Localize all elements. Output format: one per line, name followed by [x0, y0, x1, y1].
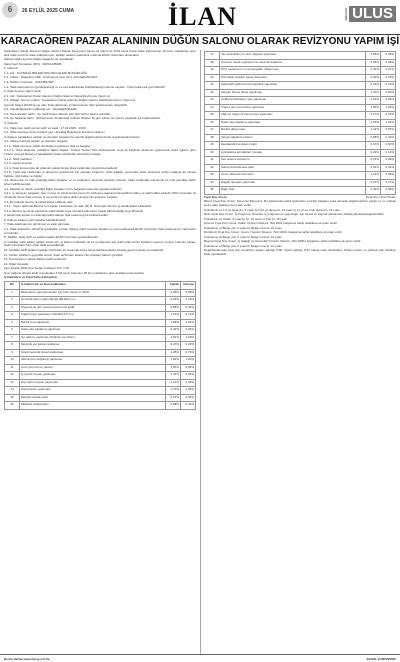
table-cell: 0,95%: [181, 364, 196, 372]
logo-side-text: ANKARA: [344, 7, 349, 21]
paragraph: 13. Diğer hususlar:: [4, 261, 30, 266]
table-row: [5, 289, 196, 297]
table-cell: Betonarme yapı elemanları için hazır beton C 30/37: [20, 289, 166, 297]
table-cell: 7: [5, 334, 20, 342]
paragraph: 11. Verilen tekliflerin geçerlilik süresi, ihale tarihinden itibaren 90 (doksan) takvim günüdür.: [4, 252, 124, 257]
table-cell: 0,27%: [381, 67, 396, 75]
table-cell: 26: [205, 119, 220, 127]
paragraph: 3- İhalenin: [4, 120, 19, 125]
column-divider: [200, 50, 201, 654]
table-cell: 29: [205, 142, 220, 150]
table-cell: 0,95%: [166, 289, 181, 297]
table-cell: 10: [5, 357, 20, 365]
paragraph: Puanlama: a) Belge yok: 0 puan b) Belge mevcut: 10 puan.: [204, 225, 283, 230]
table-cell: Bordür döşenmesi: [220, 127, 366, 135]
table-row: [205, 127, 396, 135]
table-cell: 1,42%: [366, 127, 381, 135]
price-factor-label: Fiyat Dışı Unsur: [204, 194, 227, 199]
paragraph: 1- İdarenin: [4, 66, 19, 71]
paragraph: Karacaören Pazar Alanının Düğün Salonu Olarak Revizyonu Yapım işi yapım işi 4734 sayılı Kamu İhale Kanununun 19 uncu maddesine göre açık ihale usulü ile ihale edilecek olup, teklifler sadece elektronik ortamda EKAP üzerinden alınacaktır.: [4, 50, 196, 57]
paragraph: 5. Ekonomik açıdan en avantajlı teklif sadece fiyat esasına göre belirlenecektir.: [4, 213, 109, 218]
paragraph: Puanlama: a) 1-5 yıl deneyim: 5 puan b) 6-10 yıl deneyim: 10 puan c) 11 yıl ve üzeri deneyim: 15 puan.: [204, 207, 341, 212]
table-cell: Aydınlatma armatürleri montajı: [220, 149, 366, 157]
table-cell: 0,93%: [381, 97, 396, 105]
paragraph: 4.1.1- Teklif vermeye yetkili olunduğunu gösteren bilgi ve belgeler;: [4, 143, 92, 148]
table-cell: 1,47%: [166, 372, 181, 380]
paragraph: Ayrıntılı bilgiye EKAP'ta yer alan ihale dokümanı içinde bulunan idari şartnameden ulaşılabilir.: [4, 102, 128, 107]
table-cell: 18: [205, 59, 220, 67]
table-cell: Cam yünü ile ısı yalıtımı: [20, 364, 166, 372]
table-cell: 23: [205, 97, 220, 105]
table-cell: 1,12%: [366, 172, 381, 180]
paragraph: 4- İhaleye katılabilme şartları ve istenilen belgeler ile yeterlik değerlendirmesinde uygulanacak kriterler:: [4, 134, 141, 139]
table-cell: Nervürlü beton çelik çubuğu Ø8-Ø12 mm: [20, 297, 166, 305]
paragraph: İhale Kayıt Numarası (İKN) : 2025/1486096: [4, 61, 62, 66]
table-row: [205, 67, 396, 75]
paragraph: 4.4.2- Benzer işe denk sayılacak mühendislik veya mimarlık bölümleri: İnşaat Mühendisliği veya Mimarlık: [4, 208, 144, 213]
table-cell: 0,22%: [366, 149, 381, 157]
paragraph: 4.1.4- İhale konusu işte alt yüklenici çalıştırılması idare tarafından öngörülmemektedir.: [4, 165, 119, 170]
table-row: [5, 357, 196, 365]
table-row: [205, 59, 396, 67]
table-cell: 0,87%: [381, 127, 396, 135]
table-cell: 0,10%: [381, 112, 396, 120]
table-row: [5, 297, 196, 305]
table-row: [205, 134, 396, 142]
table-cell: Çimento esaslı yapıştırıcı ile seramik kaplama: [220, 59, 366, 67]
table-cell: 0,69%: [381, 172, 396, 180]
left-paragraphs: [4, 50, 196, 276]
table-cell: 27: [205, 127, 220, 135]
table-cell: Alçıpan bölme duvar yapılması: [220, 89, 366, 97]
paragraph: 4.4- Bu ihalede benzer iş olarak kabul edilecek işler:: [4, 199, 74, 204]
table-cell: İş kalemi adı ve kısa açıklaması: [20, 282, 166, 290]
table-cell: 34: [205, 179, 220, 187]
paragraph: İkinci Fiyat Dışı Unsur: İş Programı. Önerilen iş programının uygunluğu, işin süresi ve kaynak planlaması dikkate alınarak değerlendirilir.: [204, 212, 385, 217]
paragraph: 2.2- Niteliği, türü ve miktarı : Karacaören Pazar Alanının Düğün Salonu Olarak Revizyonu Yapım işi: [4, 98, 136, 103]
table-row: [5, 304, 196, 312]
page-header: [0, 0, 400, 35]
table-cell: 11: [5, 364, 20, 372]
table-cell: 30: [205, 149, 220, 157]
table-row: [205, 74, 396, 82]
table-row: [205, 97, 396, 105]
table-row: [205, 52, 396, 60]
table-cell: Granit seramik duvar kaplaması: [20, 349, 166, 357]
paragraph: Birinci Fiyat Dışı Unsur: Personel Deneyimi. Bu kapsamda istekli tarafından sunulan belgeler esas alınarak değerlendirme yapılır ve en yüksek puanı alan istekliye tam puan verilir.: [204, 199, 396, 207]
table-row: [205, 104, 396, 112]
announcement-title: KARACAÖREN PAZAR ALANININ DÜĞÜN SALONU OLARAK REVİZYONU YAPIM İŞİ: [0, 36, 400, 47]
table-row: [5, 394, 196, 402]
table-row: [205, 172, 396, 180]
table-header-row: [5, 282, 196, 290]
table-cell: 0,79%: [181, 349, 196, 357]
paragraph: Puanlama: a) Belge yok: 0 puan b) Belge mevcut: 10 puan.: [204, 243, 283, 248]
table-cell: 22: [205, 89, 220, 97]
table-row: [5, 379, 196, 387]
table-cell: 0,46%: [366, 187, 381, 195]
table-cell: 1,47%: [366, 89, 381, 97]
right-sections: [204, 200, 396, 257]
table-cell: 0,27%: [366, 179, 381, 187]
paragraph: Değerlendirmede fiyat dışı unsurların toplam ağırlığı %30, fiyatın ağırlığı %70 olarak esas alınacaktır. Toplam puanı en yüksek olan istekliye ihale yapılacaktır.: [204, 248, 396, 257]
table-cell: 1,18%: [181, 334, 196, 342]
table-cell: Ses sistemi kurulumu: [220, 157, 366, 165]
table-cell: 0,29%: [166, 297, 181, 305]
table-row: [5, 372, 196, 380]
table-cell: 0,64%: [366, 59, 381, 67]
table-row: [5, 364, 196, 372]
table-cell: Yağmur oluğu ve iniş borusu yapılması: [220, 112, 366, 120]
table-cell: 16: [5, 402, 20, 410]
table-row: [5, 349, 196, 357]
paragraph: 7. İhale dokümanının görülmesi ve satın alınması:: [4, 222, 71, 227]
table-cell: 0,24%: [366, 82, 381, 90]
table-cell: 0,44%: [366, 67, 381, 75]
items-table-heading: İş Kalemleri ve Fiyat Farkı Katsayıları: [4, 275, 57, 280]
paragraph: Sınır değerin altında teklif verenlerden 4734 sayılı Kanunun 38 inci maddesine göre açıklama istenecektir.: [4, 270, 145, 275]
table-cell: 0,68%: [366, 134, 381, 142]
table-cell: 0,09%: [381, 157, 396, 165]
paragraph: 3.1- İhale (son teklif verme) tarih ve saati : 17.10.2025 - 10:00: [4, 125, 86, 130]
table-cell: 1,92%: [166, 334, 181, 342]
table-cell: 33: [205, 172, 220, 180]
table-row: [5, 334, 196, 342]
footer-right: BASIN: ILN02295832: [366, 657, 396, 661]
table-cell: 0,36%: [381, 52, 396, 60]
table-cell: 0,28%: [381, 187, 396, 195]
table-cell: 6: [5, 327, 20, 335]
paragraph: 4.3.1- İş deneyim belgeleri: Son on beş yıl içinde bedel içeren bir sözleşme kapsamında taahhüt edilen ve teklif edilen bedelin %50 oranından az olmamak üzere ihale konusu iş veya benzer işlere ilişkin deneyimini gösteren belgeler.: [4, 191, 196, 200]
table-cell: 0,71%: [181, 312, 196, 320]
table-cell: Yer seramikleri ve derz dolgusu yapılması: [220, 52, 366, 60]
table-cell: 0,29%: [366, 74, 381, 82]
table-cell: 19: [205, 67, 220, 75]
paragraph: 2.4- Süresi/teslim tarihi : Yer tesliminden itibaren 210 (İkiYüzOn) takvim günüdür.: [4, 111, 111, 116]
table-cell: 1,32%: [381, 119, 396, 127]
table-cell: Engelli rampası yapılması: [220, 179, 366, 187]
paragraph: 1.4- İhale dokümanının görülebileceği ve e-imza kullanılarak indirilebileceği internet sayfası : https://ekap.kik.gov.tr/EKAP/: [4, 84, 166, 89]
table-cell: Alüminyum doğrama yapılması: [20, 357, 166, 365]
right-column: [204, 50, 396, 654]
paragraph: 1.3- Telefon numarası : 03123567000: [4, 80, 54, 85]
table-cell: Havalandırma sistemi işleri: [220, 142, 366, 150]
table-row: [205, 157, 396, 165]
table-cell: 0,42%: [381, 134, 396, 142]
table-cell: 1,66%: [366, 104, 381, 112]
table-cell: 0,18%: [381, 74, 396, 82]
table-cell: 0,42%: [181, 402, 196, 410]
table-cell: 0,60%: [381, 142, 396, 150]
table-row: [205, 142, 396, 150]
table-cell: 24: [205, 104, 220, 112]
table-cell: 0,17%: [381, 179, 396, 187]
table-cell: Parke taşı kaplama yapılması: [220, 119, 366, 127]
table-cell: 1,62%: [166, 357, 181, 365]
table-cell: Galvanizli çelik boru ile korkuluk yapılması: [220, 82, 366, 90]
paragraph: Üçüncü Fiyat Dışı Unsur: Kalite Yönetim Sistemi. ISO 9001 belgesine sahip isteklilere ek puan verilir.: [204, 221, 338, 226]
table-cell: Tuğla duvar yapılması (19x19x13,5 cm): [20, 312, 166, 320]
paragraph: 4.2- Ekonomik ve mali yeterliğe ilişkin belgeler ve bu belgelerin taşıması gereken kriterler: İdare tarafından ekonomik ve mali yeterliğe ilişkin kriter belirtilmemiştir.: [4, 178, 196, 187]
table-cell: 1,30%: [181, 379, 196, 387]
newspaper-logo: [344, 6, 396, 22]
paragraph: 4.4.1- Yapım İşlerinde Benzer İş Grupları Listesinde yer alan (B) III. Grup işler benzer iş olarak kabul edilecektir.: [4, 204, 152, 209]
paragraph: 6. İhaleye sadece yerli istekliler katılabilecektir.: [4, 217, 67, 222]
table-cell: 17: [205, 52, 220, 60]
table-cell: 25: [205, 112, 220, 120]
table-cell: Plywood ile düz yüzeyli betonarme kalıbı: [20, 304, 166, 312]
table-cell: 21: [205, 82, 220, 90]
table-cell: 8: [5, 342, 20, 350]
table-cell: 0,18%: [181, 297, 196, 305]
table-row: [205, 89, 396, 97]
paragraph: Puanlama: a) Belge yok: 0 puan b) Belge mevcut: 10 puan.: [204, 234, 283, 239]
table-cell: Yangın algılama sistemi: [220, 134, 366, 142]
table-cell: Perlitli sıva yapılması: [20, 319, 166, 327]
table-cell: No: [5, 282, 20, 290]
table-cell: Çelik konstrüksiyon çatı yapılması: [220, 97, 366, 105]
price-factor-note: Fiyat Dışı Unsur Puanı: [365, 194, 396, 199]
table-cell: Saten alçı kaplama yapılması: [20, 327, 166, 335]
table-cell: 1,02%: [381, 104, 396, 112]
logo-text: ULUS: [349, 6, 396, 22]
table-cell: Çevre düzenlemesi işleri: [220, 172, 366, 180]
paragraph: 2.1- Adı : Karacaören Pazar Alanının Düğün Salonu Olarak Revizyonu Yapım işi: [4, 93, 110, 98]
table-row: [5, 327, 196, 335]
table-cell: 0,31%: [381, 164, 396, 172]
table-cell: 9: [5, 349, 20, 357]
paragraph: İhaleye ilişkin ayrıntılı bilgiler aşağıda yer almaktadır:: [4, 57, 75, 62]
paragraph: 4.1.5- Tüzel kişi tarafından iş deneyimi göstermek için sunulan belgenin, tüzel kişiliğin yarısından fazla hissesine sahip ortağına ait olması halinde, ilgili belge ve bilgiler;: [4, 170, 196, 178]
table-cell: 13: [5, 379, 20, 387]
paragraph: Puanlama: a) Yeterli: 5 puan b) İyi: 10 puan c) Çok iyi: 15 puan.: [204, 216, 289, 221]
table-cell: 0,58%: [366, 52, 381, 60]
table-cell: Seramik yer karosu kaplama: [20, 342, 166, 350]
paragraph: 10. İstekliler teklif ettikleri bedelin %3'ünden az olmamak üzere kendi belirleyecekleri tutarda geçici teminat vereceklerdir.: [4, 248, 164, 253]
page-footer: [0, 654, 400, 662]
table-cell: 28: [205, 134, 220, 142]
paragraph: 1.1- Adı : ALTINDAĞ BELEDİYESİ FEN İŞLERİ MÜDÜRLÜĞÜ: [4, 70, 88, 75]
table-row: [205, 82, 396, 90]
table-cell: 0,43%: [166, 327, 181, 335]
left-column: [4, 50, 196, 654]
paragraph: Dördüncü Fiyat Dışı Unsur: Çevre Yönetim Sistemi. ISO 14001 belgesine sahip isteklilere ek puan verilir.: [204, 230, 343, 235]
items-table-right: [204, 51, 396, 195]
table-cell: Ağırlık: [166, 282, 181, 290]
table-cell: 0,51%: [366, 164, 381, 172]
table-cell: 4: [5, 312, 20, 320]
table-cell: 14: [5, 387, 20, 395]
footer-left: Resmi ilanlar www.ilan.gov.tr'de: [4, 657, 50, 661]
paragraph: 12. Konsorsiyum olarak ihaleye teklif verilemez.: [4, 257, 68, 262]
paragraph: 4.3- Mesleki ve teknik yeterliğe ilişkin belgeler ve bu belgelerin taşıması gereken kriterler:: [4, 186, 123, 191]
table-cell: 0,17%: [366, 112, 381, 120]
table-cell: 0,47%: [166, 342, 181, 350]
table-cell: 1,16%: [166, 312, 181, 320]
table-cell: 0,14%: [381, 149, 396, 157]
table-cell: 0,26%: [181, 327, 196, 335]
table-cell: 1,51%: [366, 97, 381, 105]
table-cell: 2: [5, 297, 20, 305]
table-row: [205, 112, 396, 120]
table-cell: 1,28%: [166, 349, 181, 357]
table-cell: 0,68%: [166, 304, 181, 312]
section-title: İLAN: [168, 2, 238, 31]
table-cell: PVC esaslı boru ve ek parçaları döşenmesi: [220, 67, 366, 75]
table-cell: 0,58%: [181, 289, 196, 297]
table-cell: 3: [5, 304, 20, 312]
page-number: 6: [2, 2, 18, 18]
table-row: [205, 187, 396, 195]
table-row: [5, 342, 196, 350]
items-table-left: [4, 281, 196, 410]
table-cell: 0,39%: [381, 59, 396, 67]
table-cell: İç cephe boyası yapılması: [20, 372, 166, 380]
table-cell: 0,15%: [366, 157, 381, 165]
issue-date: 26 EYLÜL 2025 CUMA: [22, 8, 75, 14]
paragraph: 4.1.3- Geçici teminat,: [4, 161, 33, 166]
table-cell: 0,97%: [366, 142, 381, 150]
table-cell: 20: [205, 74, 220, 82]
table-row: [5, 387, 196, 395]
table-row: [205, 119, 396, 127]
table-cell: 1,55%: [166, 364, 181, 372]
paragraph: 2.3- Yapılacağı/teslim edileceği yer : Altındağ/ANKARA: [4, 107, 77, 112]
table-row: [5, 402, 196, 410]
table-row: [205, 164, 396, 172]
paragraph: 4.1.2- Teklif mektubu,: [4, 156, 33, 161]
table-cell: Katsayı: [181, 282, 196, 290]
table-cell: 0,64%: [181, 319, 196, 327]
table-cell: 1,70%: [166, 387, 181, 395]
table-cell: 0,29%: [181, 342, 196, 350]
table-cell: 1,00%: [181, 357, 196, 365]
table-row: [5, 312, 196, 320]
paragraph: 4.1.1.1- Tüzel kişilerde, yetkililere ilişkin bilgiler; Türkiye Ticaret Sicil Gazetesinde veya bu bilgilerin tamamını göstermek üzere ilgisine göre Ticaret ve/veya Esnaf ve Sanatkârlar Odası tarafından düzenlenen belge,: [4, 148, 196, 156]
table-cell: 1,05%: [166, 319, 181, 327]
table-cell: 15: [5, 394, 20, 402]
table-cell: 0,68%: [166, 402, 181, 410]
paragraph: 7.1. İhale dokümanı, EKAP'ta görülebilir. Ancak, ihaleye teklif verecek olanların e-imza kullanarak EKAP üzerinden ihale dokümanını indirmeleri zorunludur.: [4, 226, 196, 235]
table-row: [205, 149, 396, 157]
paragraph: Aşırı Düşük Teklif Sınır Değer Katsayısı (N): 1,00: [4, 266, 69, 271]
table-cell: Diğer işler: [220, 187, 366, 195]
table-row: [5, 319, 196, 327]
table-cell: 1,05%: [181, 387, 196, 395]
paragraph: 2- İhale konusu yapım işinin: [4, 89, 42, 94]
table-cell: 1: [5, 289, 20, 297]
table-cell: 0,57%: [166, 394, 181, 402]
paragraph: 2.5- İşe başlama tarihi : Sözleşmenin imzalandığı tarihten itibaren 10 gün içinde yer teslimi yapılarak işe başlanacaktır.: [4, 116, 161, 121]
table-cell: 2,15%: [366, 119, 381, 127]
table-cell: Mekanik tesisat işleri: [20, 402, 166, 410]
paragraph: 1.2- Adresi : Doğanbey Mah. Cumhuriyet Cad. No:1 Altındağ/ANKARA: [4, 75, 98, 80]
paragraph: 4.1- İhaleye katılma şartları ve istenilen belgeler:: [4, 139, 69, 144]
table-cell: 2,12%: [166, 379, 181, 387]
table-cell: 0,90%: [381, 89, 396, 97]
paragraph: 8. Teklifler, ihale tarih ve saatine kadar EKAP üzerinden gönderilecektir.: [4, 235, 99, 240]
table-cell: 5: [5, 319, 20, 327]
table-cell: Sahne düzenlemesi işleri: [220, 164, 366, 172]
paragraph: 3.2- İhale komisyonunun toplantı yeri : Altındağ Belediyesi Encümen Salonu: [4, 130, 105, 135]
table-row: [205, 179, 396, 187]
table-cell: 31: [205, 157, 220, 165]
table-cell: Asma tavan yapılması: [20, 387, 166, 395]
table-cell: Elektrik tesisatı işleri: [20, 394, 166, 402]
table-cell: 0,90%: [181, 372, 196, 380]
table-cell: Dış cephe boyası yapılması: [20, 379, 166, 387]
table-cell: 35: [205, 187, 220, 195]
table-cell: 0,35%: [181, 394, 196, 402]
table-cell: 32: [205, 164, 220, 172]
table-cell: 0,15%: [381, 82, 396, 90]
paragraph: Beşinci Fiyat Dışı Unsur: İş Sağlığı ve Güvenliği Yönetim Sistemi. ISO 45001 belgesine sahip isteklilere ek puan verilir.: [204, 239, 362, 244]
table-cell: 12: [5, 372, 20, 380]
table-cell: Su yalıtımı yapılması (bitümlü membran): [20, 334, 166, 342]
table-cell: 0,42%: [181, 304, 196, 312]
table-cell: Trapez sac çatı örtüsü yapılması: [220, 104, 366, 112]
paragraph: 9. İstekliler teklif edilen toplam bedel için, iş kalemi miktarları ile bu iş kalemleri için teklif edilen birim fiyatların çarpımı sonucu bulunan toplam bedel üzerinden birim fiyat teklif vereceklerdir.: [4, 239, 196, 248]
table-cell: Prizmatik modüler panel sistemleri: [220, 74, 366, 82]
